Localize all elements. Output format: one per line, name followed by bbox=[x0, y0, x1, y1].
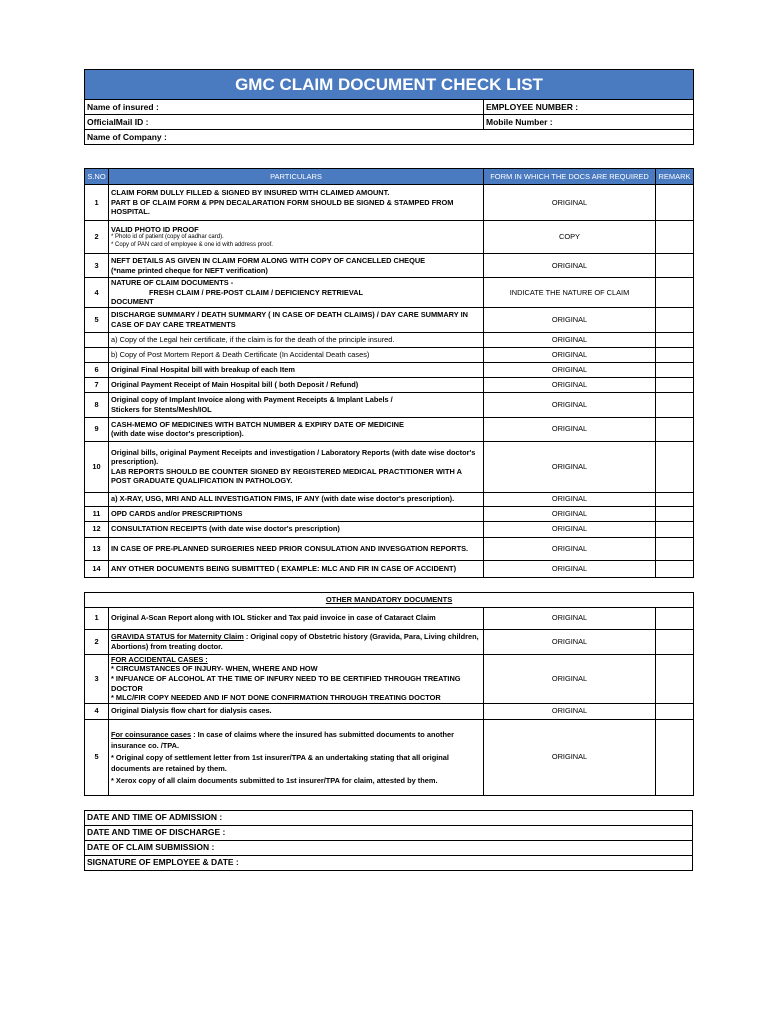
row-particulars: CASH-MEMO OF MEDICINES WITH BATCH NUMBER & EXPIRY DATE OF MEDICINE (with date wise doctor's prescription). bbox=[109, 417, 484, 441]
row-remark[interactable] bbox=[656, 307, 694, 332]
table-row bbox=[85, 654, 694, 703]
discharge-date-field: DATE AND TIME OF DISCHARGE : bbox=[85, 825, 693, 840]
row-remark[interactable] bbox=[656, 347, 694, 362]
row-particulars: Original Dialysis flow chart for dialysis cases. bbox=[109, 703, 484, 719]
claim-checklist-sheet bbox=[84, 69, 693, 871]
table-row bbox=[85, 629, 694, 654]
row-particulars: For coinsurance cases : In case of claims where the insured has submitted documents to another insurance co. /TPA. * Original copy of settlement letter from 1st insurer/TPA & an undertaking stating that all original documents are retained by them. * Xerox copy of all claim documents submitted to 1st insurer/TPA for claim, attested by them. bbox=[109, 719, 484, 795]
row-form: ORIGINAL bbox=[484, 560, 656, 577]
row-remark[interactable] bbox=[656, 521, 694, 537]
row-remark[interactable] bbox=[656, 607, 694, 629]
row-remark[interactable] bbox=[656, 392, 694, 417]
other-documents-table bbox=[84, 592, 694, 796]
page-title: GMC CLAIM DOCUMENT CHECK LIST bbox=[85, 70, 694, 100]
row-sno: 13 bbox=[85, 537, 109, 560]
claim-submission-date-field: DATE OF CLAIM SUBMISSION : bbox=[85, 840, 693, 855]
row-particulars: GRAVIDA STATUS for Maternity Claim : Original copy of Obstetric history (Gravida, Para, Living children, Abortions) from treating doctor. bbox=[109, 629, 484, 654]
row-particulars: a) X-RAY, USG, MRI AND ALL INVESTIGATION FIMS, IF ANY (with date wise doctor's prescription). bbox=[109, 492, 484, 506]
row-sno: 2 bbox=[85, 221, 109, 254]
row-sno bbox=[85, 332, 109, 347]
row-sno: 11 bbox=[85, 506, 109, 521]
row-sno: 5 bbox=[85, 719, 109, 795]
row-remark[interactable] bbox=[656, 719, 694, 795]
row-particulars: ANY OTHER DOCUMENTS BEING SUBMITTED ( EXAMPLE: MLC AND FIR IN CASE OF ACCIDENT) bbox=[109, 560, 484, 577]
row-remark[interactable] bbox=[656, 417, 694, 441]
table-row bbox=[85, 347, 694, 362]
row-particulars: CONSULTATION RECEIPTS (with date wise doctor's prescription) bbox=[109, 521, 484, 537]
row-particulars: Original Payment Receipt of Main Hospital bill ( both Deposit / Refund) bbox=[109, 377, 484, 392]
table-row bbox=[85, 506, 694, 521]
row-sno: 1 bbox=[85, 185, 109, 221]
name-of-company-field: Name of Company : bbox=[85, 130, 694, 145]
row-particulars: OPD CARDS and/or PRESCRIPTIONS bbox=[109, 506, 484, 521]
table-row bbox=[85, 607, 694, 629]
table-row bbox=[85, 441, 694, 492]
table-row bbox=[85, 278, 694, 308]
row-remark[interactable] bbox=[656, 377, 694, 392]
row-remark[interactable] bbox=[656, 492, 694, 506]
row-particulars: Original Final Hospital bill with breakup of each Item bbox=[109, 362, 484, 377]
row-form: ORIGINAL bbox=[484, 521, 656, 537]
row-remark[interactable] bbox=[656, 537, 694, 560]
row-sno: 10 bbox=[85, 441, 109, 492]
table-row bbox=[85, 560, 694, 577]
row-sno bbox=[85, 492, 109, 506]
table-row bbox=[85, 719, 694, 795]
table-row bbox=[85, 185, 694, 221]
row-sno: 14 bbox=[85, 560, 109, 577]
row-sno bbox=[85, 347, 109, 362]
admission-date-field: DATE AND TIME OF ADMISSION : bbox=[85, 810, 693, 825]
table-row bbox=[85, 417, 694, 441]
row-particulars: CLAIM FORM DULLY FILLED & SIGNED BY INSURED WITH CLAIMED AMOUNT. PART B OF CLAIM FORM & PPN DECALARATION FORM SHOULD BE SIGNED & STAMPED FROM HOSPITAL. bbox=[109, 185, 484, 221]
column-header-particulars: PARTICULARS bbox=[109, 169, 484, 185]
row-sno: 3 bbox=[85, 654, 109, 703]
row-form: ORIGINAL bbox=[484, 654, 656, 703]
table-row bbox=[85, 221, 694, 254]
row-particulars: VALID PHOTO ID PROOF * Photo id of patient (copy of aadhar card). * Copy of PAN card of employee & one id with address proof. bbox=[109, 221, 484, 254]
row-form: ORIGINAL bbox=[484, 307, 656, 332]
row-particulars: IN CASE OF PRE-PLANNED SURGERIES NEED PRIOR CONSULATION AND INVESGATION REPORTS. bbox=[109, 537, 484, 560]
row-form: ORIGINAL bbox=[484, 719, 656, 795]
table-row bbox=[85, 392, 694, 417]
column-header-remark: REMARK bbox=[656, 169, 694, 185]
row-particulars: a) Copy of the Legal heir certificate, if the claim is for the death of the principle insured. bbox=[109, 332, 484, 347]
employee-signature-field: SIGNATURE OF EMPLOYEE & DATE : bbox=[85, 855, 693, 870]
row-sno: 4 bbox=[85, 703, 109, 719]
row-particulars: NEFT DETAILS AS GIVEN IN CLAIM FORM ALONG WITH COPY OF CANCELLED CHEQUE (*name printed cheque for NEFT verification) bbox=[109, 254, 484, 278]
footer-table bbox=[84, 810, 693, 871]
row-remark[interactable] bbox=[656, 278, 694, 308]
row-form: ORIGINAL bbox=[484, 185, 656, 221]
table-row bbox=[85, 377, 694, 392]
row-form: COPY bbox=[484, 221, 656, 254]
row-form: INDICATE THE NATURE OF CLAIM bbox=[484, 278, 656, 308]
row-sno: 1 bbox=[85, 607, 109, 629]
row-sno: 2 bbox=[85, 629, 109, 654]
mobile-number-field: Mobile Number : bbox=[484, 115, 694, 130]
row-form: ORIGINAL bbox=[484, 392, 656, 417]
row-remark[interactable] bbox=[656, 332, 694, 347]
row-remark[interactable] bbox=[656, 362, 694, 377]
row-sno: 8 bbox=[85, 392, 109, 417]
row-form: ORIGINAL bbox=[484, 537, 656, 560]
row-remark[interactable] bbox=[656, 185, 694, 221]
row-remark[interactable] bbox=[656, 221, 694, 254]
row-form: ORIGINAL bbox=[484, 254, 656, 278]
row-remark[interactable] bbox=[656, 654, 694, 703]
row-particulars: Original bills, original Payment Receipts and investigation / Laboratory Reports (with date wise doctor's prescription). LAB REPORTS SHOULD BE COUNTER SIGNED BY REGISTERED MEDICAL PRACTITIONER WITH A POST GRADUATE QUALIFICATION IN PATHOLOGY. bbox=[109, 441, 484, 492]
table-row bbox=[85, 521, 694, 537]
row-particulars: NATURE OF CLAIM DOCUMENTS -FRESH CLAIM / PRE-POST CLAIM / DEFICIENCY RETRIEVAL DOCUMENT bbox=[109, 278, 484, 308]
official-mail-field: OfficialMail ID : bbox=[85, 115, 484, 130]
row-form: ORIGINAL bbox=[484, 607, 656, 629]
row-form: ORIGINAL bbox=[484, 332, 656, 347]
checklist-table bbox=[84, 168, 694, 578]
column-header-sno: S.NO bbox=[85, 169, 109, 185]
row-form: ORIGINAL bbox=[484, 417, 656, 441]
column-header-form: FORM IN WHICH THE DOCS ARE REQUIRED bbox=[484, 169, 656, 185]
header-table bbox=[84, 69, 694, 145]
row-particulars: Original copy of Implant Invoice along with Payment Receipts & Implant Labels / Stickers for Stents/Mesh/IOL bbox=[109, 392, 484, 417]
table-row bbox=[85, 703, 694, 719]
table-row bbox=[85, 332, 694, 347]
row-form: ORIGINAL bbox=[484, 362, 656, 377]
other-documents-title: OTHER MANDATORY DOCUMENTS bbox=[85, 592, 694, 607]
row-sno: 12 bbox=[85, 521, 109, 537]
row-form: ORIGINAL bbox=[484, 703, 656, 719]
row-form: ORIGINAL bbox=[484, 441, 656, 492]
employee-number-field: EMPLOYEE NUMBER : bbox=[484, 100, 694, 115]
row-particulars: b) Copy of Post Mortem Report & Death Certificate (In Accidental Death cases) bbox=[109, 347, 484, 362]
row-form: ORIGINAL bbox=[484, 506, 656, 521]
row-particulars: FOR ACCIDENTAL CASES : * CIRCUMSTANCES OF INJURY- WHEN, WHERE AND HOW * INFUANCE OF ALCOHOL AT THE TIME OF INFURY NEED TO BE CERTIFIED THROUGH TREATING DOCTOR * MLC/FIR COPY NEEDED AND IF NOT DONE CONFIRMATION THROUGH TREATING DOCTOR bbox=[109, 654, 484, 703]
row-remark[interactable] bbox=[656, 560, 694, 577]
row-remark[interactable] bbox=[656, 441, 694, 492]
row-sno: 6 bbox=[85, 362, 109, 377]
row-sno: 4 bbox=[85, 278, 109, 308]
row-form: ORIGINAL bbox=[484, 347, 656, 362]
name-of-insured-field: Name of insured : bbox=[85, 100, 484, 115]
row-remark[interactable] bbox=[656, 506, 694, 521]
table-row bbox=[85, 492, 694, 506]
row-sno: 9 bbox=[85, 417, 109, 441]
table-row bbox=[85, 307, 694, 332]
row-form: ORIGINAL bbox=[484, 377, 656, 392]
row-particulars: DISCHARGE SUMMARY / DEATH SUMMARY ( IN CASE OF DEATH CLAIMS) / DAY CARE SUMMARY IN CASE OF DAY CARE TREATMENTS bbox=[109, 307, 484, 332]
row-remark[interactable] bbox=[656, 703, 694, 719]
row-particulars: Original A-Scan Report along with IOL Sticker and Tax paid invoice in case of Cataract Claim bbox=[109, 607, 484, 629]
row-form: ORIGINAL bbox=[484, 629, 656, 654]
row-sno: 5 bbox=[85, 307, 109, 332]
table-row bbox=[85, 254, 694, 278]
table-row bbox=[85, 537, 694, 560]
row-remark[interactable] bbox=[656, 254, 694, 278]
row-form: ORIGINAL bbox=[484, 492, 656, 506]
row-sno: 3 bbox=[85, 254, 109, 278]
row-sno: 7 bbox=[85, 377, 109, 392]
row-remark[interactable] bbox=[656, 629, 694, 654]
table-row bbox=[85, 362, 694, 377]
